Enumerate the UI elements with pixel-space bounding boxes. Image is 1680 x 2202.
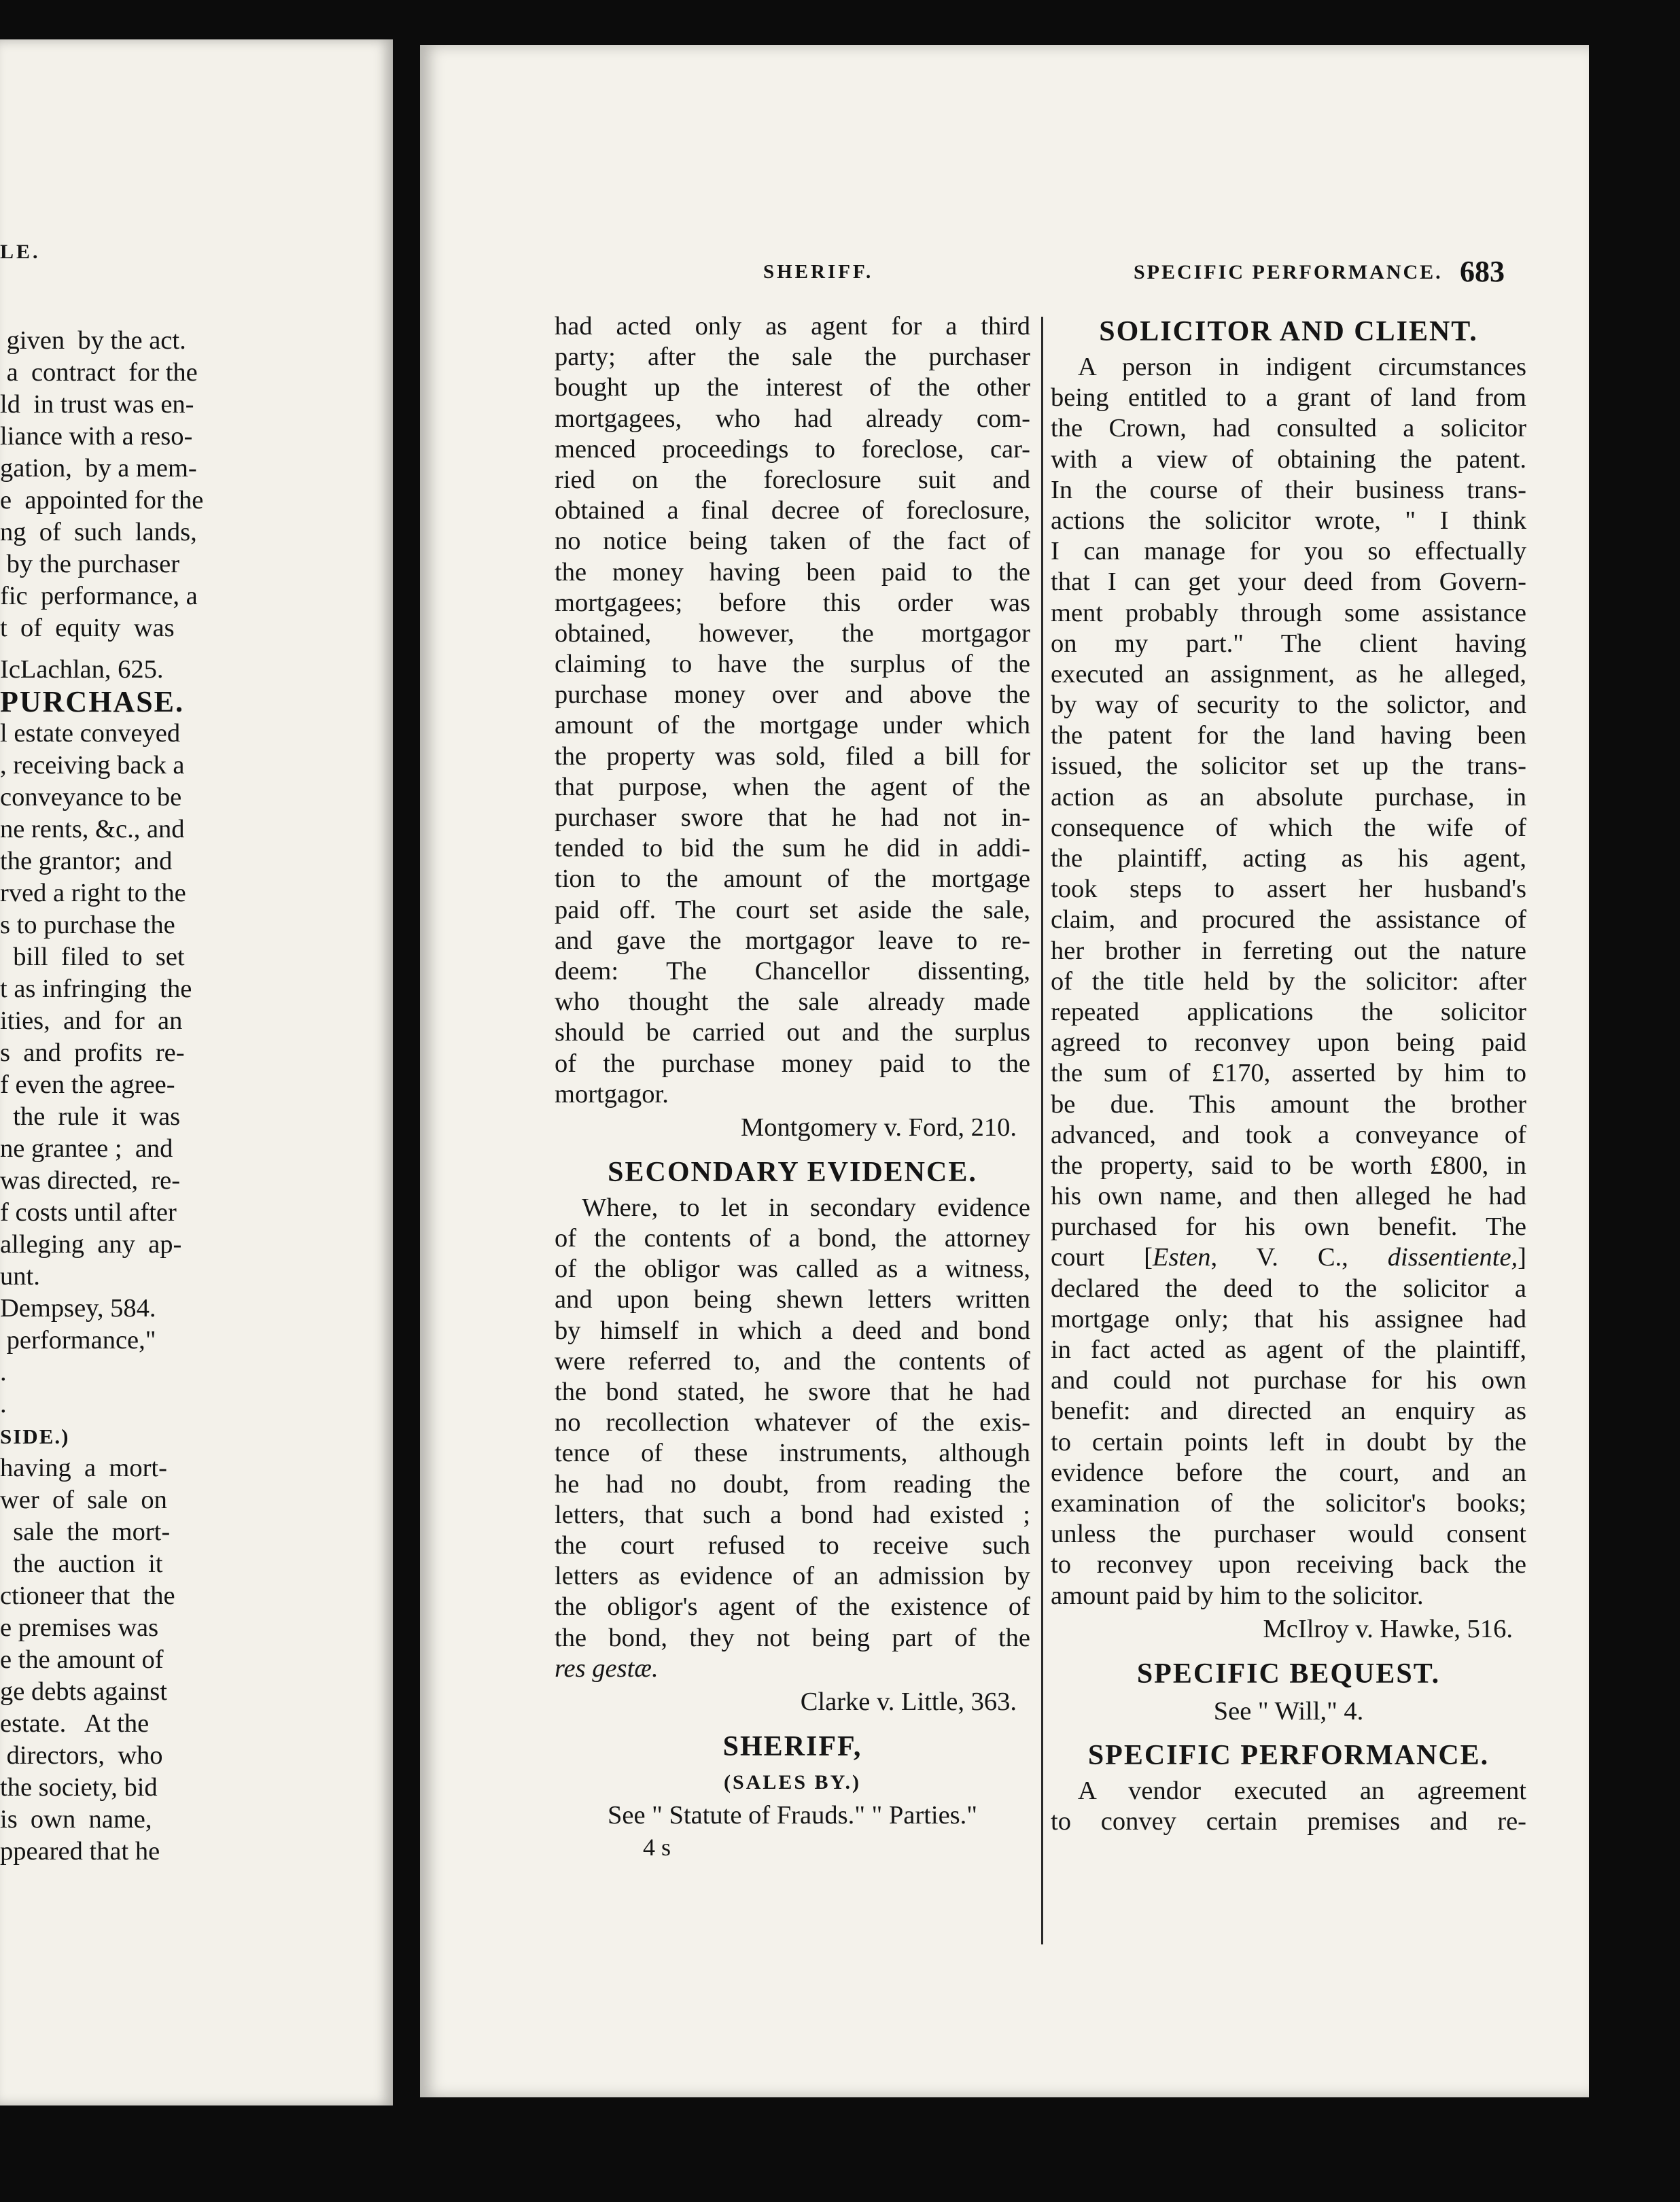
paragraph-last-line: amount paid by him to the solicitor. bbox=[1051, 1581, 1424, 1610]
left-text-line: e premises was bbox=[0, 1613, 159, 1642]
text-line: menced proceedings to foreclose, car- bbox=[555, 434, 1030, 464]
text-line: benefit: and directed an enquiry as bbox=[1051, 1397, 1526, 1426]
text-line: should be carried out and the surplus bbox=[555, 1018, 1030, 1047]
left-text-line: the auction it bbox=[0, 1550, 163, 1578]
left-text-line: l estate conveyed bbox=[0, 719, 181, 748]
left-text-line: ge debts against bbox=[0, 1677, 167, 1706]
left-text-line: e the amount of bbox=[0, 1645, 164, 1674]
text-line: unless the purchaser would consent bbox=[1051, 1520, 1526, 1549]
text-line: of the title held by the solicitor: after bbox=[1051, 966, 1526, 996]
text-line: action as an absolute purchase, in bbox=[1051, 782, 1526, 811]
text-line: tence of these instruments, although bbox=[555, 1439, 1030, 1468]
text-line: tion to the amount of the mortgage bbox=[555, 864, 1030, 894]
solicitor-client-paragraph bbox=[1051, 352, 1526, 1242]
left-running-head: LE. bbox=[0, 241, 41, 263]
text-line: purchased for his own benefit. The bbox=[1051, 1212, 1526, 1242]
text-line: executed an assignment, as he alleged, bbox=[1051, 659, 1526, 688]
left-text-line: having a mort- bbox=[0, 1454, 167, 1482]
text-line: repeated applications the solicitor bbox=[1051, 997, 1526, 1026]
left-text-line: Dempsey, 584. bbox=[0, 1294, 156, 1323]
text-line: actions the solicitor wrote, " I think bbox=[1051, 506, 1526, 535]
text-line: advanced, and took a conveyance of bbox=[1051, 1120, 1526, 1149]
text-line: the property was sold, filed a bill for bbox=[555, 741, 1030, 771]
left-text-line: liance with a reso- bbox=[0, 422, 193, 451]
text-line: purchaser swore that he had not in- bbox=[555, 803, 1030, 832]
text-line: had acted only as agent for a third bbox=[555, 312, 1030, 340]
left-text-line: by the purchaser bbox=[0, 550, 180, 578]
left-text-line: s to purchase the bbox=[0, 911, 175, 939]
text-line: by way of security to the solictor, and bbox=[1051, 691, 1526, 720]
text-line: tended to bid the sum he did in addi- bbox=[555, 834, 1030, 863]
text-line: and upon being shewn letters written bbox=[555, 1285, 1030, 1314]
case-citation: Clarke v. Little, 363. bbox=[800, 1687, 1017, 1716]
text-line: letters as evidence of an admission by bbox=[555, 1562, 1030, 1591]
left-text-line: f costs until after bbox=[0, 1198, 177, 1227]
left-text-line: is own name, bbox=[0, 1805, 152, 1834]
text-line: on my part." The client having bbox=[1051, 629, 1526, 658]
secondary-evidence-paragraph bbox=[555, 1193, 1030, 1654]
text-line: A vendor executed an agreement bbox=[1078, 1776, 1526, 1805]
text-line: the money having been paid to the bbox=[555, 557, 1030, 587]
judge-name: Esten bbox=[1152, 1243, 1211, 1272]
text-line: party; after the sale the purchaser bbox=[555, 343, 1030, 372]
left-text-line: estate. At the bbox=[0, 1709, 150, 1738]
case-citation: McIlroy v. Hawke, 516. bbox=[1263, 1614, 1513, 1643]
text-line: ried on the foreclosure suit and bbox=[555, 465, 1030, 494]
running-head-right: SPECIFIC PERFORMANCE. bbox=[1134, 261, 1443, 283]
text-line: claiming to have the surplus of the bbox=[555, 650, 1030, 679]
left-text-line: PURCHASE. bbox=[0, 685, 185, 718]
left-text-line: s and profits re- bbox=[0, 1038, 185, 1067]
text-line: paid off. The court set aside the sale, bbox=[555, 895, 1030, 924]
right-page-frame bbox=[393, 33, 1589, 2146]
left-text-line bbox=[0, 644, 393, 654]
left-text-line: fic performance, a bbox=[0, 582, 198, 610]
left-text-line: ne rents, &c., and bbox=[0, 815, 185, 843]
text-line: to certain points left in doubt by the bbox=[1051, 1427, 1526, 1456]
solicitor-client-paragraph-continued bbox=[1051, 1274, 1526, 1581]
left-text-line: unt. bbox=[0, 1262, 40, 1291]
text-line: to reconvey upon receiving back the bbox=[1051, 1550, 1526, 1579]
left-text-line: SIDE.) bbox=[0, 1425, 70, 1448]
text-line: took steps to assert her husband's bbox=[1051, 875, 1526, 904]
left-text-line: IcLachlan, 625. bbox=[0, 655, 164, 684]
page-sheet bbox=[420, 45, 1589, 2097]
text-line: the court refused to receive such bbox=[555, 1531, 1030, 1560]
section-heading-specific-bequest: SPECIFIC BEQUEST. bbox=[1136, 1658, 1441, 1690]
left-text-line: ities, and for an bbox=[0, 1007, 183, 1035]
text-line: Where, to let in secondary evidence bbox=[582, 1193, 1030, 1222]
text-line: her brother in ferreting out the nature bbox=[1051, 936, 1526, 965]
text-line: by himself in which a deed and bond bbox=[555, 1316, 1030, 1345]
left-text-line: gation, by a mem- bbox=[0, 454, 197, 483]
left-text-line: wer of sale on bbox=[0, 1486, 167, 1514]
left-text-line: ne grantee ; and bbox=[0, 1134, 173, 1163]
text-line: who thought the sale already made bbox=[555, 988, 1030, 1017]
left-text-line: bill filed to set bbox=[0, 943, 185, 971]
text-line: consequence of which the wife of bbox=[1051, 813, 1526, 842]
running-head-left: SHERIFF. bbox=[763, 261, 874, 283]
text-line: that purpose, when the agent of the bbox=[555, 772, 1030, 801]
text-line: letters, that such a bond had existed ; bbox=[555, 1500, 1030, 1529]
text-line: the sum of £170, asserted by him to bbox=[1051, 1059, 1526, 1088]
left-text-line: ld in trust was en- bbox=[0, 390, 194, 419]
text-line: the obligor's agent of the existence of bbox=[555, 1592, 1030, 1622]
text-line: the bond, they not being part of the bbox=[555, 1623, 1030, 1652]
left-text-line: e appointed for the bbox=[0, 486, 204, 514]
left-text-line: t of equity was bbox=[0, 614, 175, 642]
text-line: that I can get your deed from Govern- bbox=[1051, 567, 1526, 597]
left-text-line: , receiving back a bbox=[0, 751, 185, 780]
left-text-line: the grantor; and bbox=[0, 847, 173, 875]
text-line: mortgagor. bbox=[555, 1079, 669, 1108]
text-line: of the purchase money paid to the bbox=[555, 1049, 1030, 1078]
text-line: and gave the mortgagor leave to re- bbox=[555, 926, 1030, 955]
text-line: declared the deed to the solicitor a bbox=[1051, 1274, 1526, 1303]
text-line: deem: The Chancellor dissenting, bbox=[555, 956, 1030, 985]
left-text-line: ng of such lands, bbox=[0, 518, 197, 546]
left-text-line: f even the agree- bbox=[0, 1070, 175, 1099]
text-line: obtained, however, the mortgagor bbox=[555, 618, 1030, 648]
cross-reference: See " Will," 4. bbox=[1213, 1696, 1364, 1726]
dissent-note: dissentiente, bbox=[1387, 1243, 1518, 1272]
text-line: bought up the interest of the other bbox=[555, 373, 1030, 402]
left-text-line: a contract for the bbox=[0, 358, 198, 387]
middle-column bbox=[555, 311, 1030, 1863]
text-line: be due. This amount the brother bbox=[1051, 1089, 1526, 1119]
sheriff-continuation-paragraph bbox=[555, 311, 1030, 1110]
left-page-text bbox=[0, 325, 393, 1868]
text-line: the property, said to be worth £800, in bbox=[1051, 1151, 1526, 1180]
left-text-line: alleging any ap- bbox=[0, 1230, 182, 1259]
text-line: the bond stated, he swore that he had bbox=[555, 1378, 1030, 1406]
text-line: the Crown, had consulted a solicitor bbox=[1051, 414, 1526, 443]
specific-performance-paragraph bbox=[1051, 1776, 1526, 1837]
left-text-line: directors, who bbox=[0, 1741, 163, 1770]
text-line: the patent for the land having been bbox=[1051, 721, 1526, 750]
right-column bbox=[1051, 311, 1526, 1837]
text-line: no recollection whatever of the exis- bbox=[555, 1408, 1030, 1437]
left-text-line: . bbox=[0, 1358, 7, 1386]
text-line: mortgage only; that his assignee had bbox=[1051, 1304, 1526, 1333]
left-text-line: given by the act. bbox=[0, 326, 186, 355]
text-line: to convey certain premises and re- bbox=[1051, 1806, 1526, 1836]
text-line: with a view of obtaining the patent. bbox=[1051, 444, 1526, 474]
left-text-line: ppeared that he bbox=[0, 1837, 160, 1866]
left-text-line: performance," bbox=[0, 1326, 156, 1355]
text-line: examination of the solicitor's books; bbox=[1051, 1488, 1526, 1518]
text-line: ment probably through some assistance bbox=[1051, 598, 1526, 627]
text-line: agreed to reconvey upon being paid bbox=[1051, 1028, 1526, 1058]
section-heading-secondary-evidence: SECONDARY EVIDENCE. bbox=[608, 1156, 977, 1188]
text-line: claim, and procured the assistance of bbox=[1051, 905, 1526, 934]
section-heading-solicitor-and-client: SOLICITOR AND CLIENT. bbox=[1099, 316, 1478, 347]
text-line: obtained a final decree of foreclosure, bbox=[555, 496, 1030, 525]
text-line: no notice being taken of the fact of bbox=[555, 527, 1030, 556]
left-text-line: conveyance to be bbox=[0, 783, 182, 811]
res-gestae-text: res gestæ. bbox=[555, 1654, 659, 1683]
section-heading-sheriff: SHERIFF, bbox=[722, 1730, 862, 1762]
left-text-line: was directed, re- bbox=[0, 1166, 181, 1195]
text-line: being entitled to a grant of land from bbox=[1051, 383, 1526, 413]
text-line: issued, the solicitor set up the trans- bbox=[1051, 752, 1526, 781]
cross-reference: See " Statute of Frauds." " Parties." bbox=[607, 1800, 978, 1830]
court-line: court [Esten, V. C., dissentiente,] bbox=[1051, 1243, 1526, 1272]
left-text-line: rved a right to the bbox=[0, 879, 186, 907]
left-facing-page bbox=[0, 39, 393, 2105]
text-line: of the obligor was called as a witness, bbox=[555, 1255, 1030, 1284]
text-line: In the course of their business trans- bbox=[1051, 475, 1526, 504]
section-heading-specific-performance: SPECIFIC PERFORMANCE. bbox=[1087, 1739, 1490, 1771]
signature-mark: 4 s bbox=[643, 1833, 671, 1861]
text-line: in fact acted as agent of the plaintiff, bbox=[1051, 1335, 1526, 1364]
text-line: evidence before the court, and an bbox=[1051, 1458, 1526, 1487]
text-line: he had no doubt, from reading the bbox=[555, 1469, 1030, 1499]
text-line: his own name, and then alleged he had bbox=[1051, 1182, 1526, 1211]
left-text-line: ctioneer that the bbox=[0, 1581, 175, 1610]
text-line: A person in indigent circumstances bbox=[1078, 353, 1526, 381]
text-line: amount of the mortgage under which bbox=[555, 711, 1030, 740]
subheading-sales-by: (SALES BY.) bbox=[724, 1770, 861, 1794]
text-line: mortgagees, who had already com- bbox=[555, 404, 1030, 433]
page-number: 683 bbox=[1460, 255, 1505, 288]
paragraph-last-line bbox=[555, 1654, 1030, 1684]
text-line: purchase money over and above the bbox=[555, 680, 1030, 710]
left-text-line: the society, bid bbox=[0, 1773, 158, 1802]
text-line: I can manage for you so effectually bbox=[1051, 537, 1526, 566]
column-divider bbox=[1041, 317, 1043, 1944]
text-line: of the contents of a bond, the attorney bbox=[555, 1224, 1030, 1253]
left-text-line: sale the mort- bbox=[0, 1518, 171, 1546]
left-text-line: . bbox=[0, 1390, 7, 1418]
left-text-line: the rule it was bbox=[0, 1102, 181, 1131]
text-line: mortgagees; before this order was bbox=[555, 588, 1030, 617]
left-text-line: t as infringing the bbox=[0, 975, 192, 1003]
text-line: were referred to, and the contents of bbox=[555, 1346, 1030, 1376]
text-line: and could not purchase for his own bbox=[1051, 1366, 1526, 1395]
text-line: the plaintiff, acting as his agent, bbox=[1051, 844, 1526, 873]
case-citation: Montgomery v. Ford, 210. bbox=[740, 1113, 1017, 1142]
